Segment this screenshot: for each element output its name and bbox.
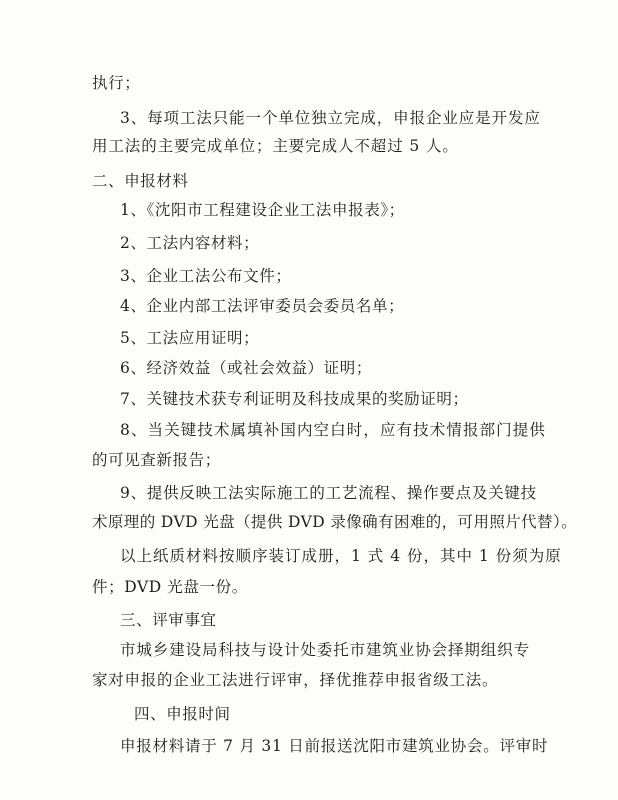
section-heading: 三、评审事宜: [120, 611, 217, 629]
list-item: 6、经济效益（或社会效益）证明；: [120, 359, 372, 377]
list-item: 4、企业内部工法评审委员会委员名单；: [120, 297, 405, 315]
text-line: 以上纸质材料按顺序装订成册，1 式 4 份，其中 1 份须为原: [120, 547, 562, 565]
section-heading: 二、申报材料: [92, 172, 189, 190]
text-line: 市城乡建设局科技与设计处委托市建筑业协会择期组织专: [120, 641, 531, 659]
list-item: 5、工法应用证明；: [120, 329, 260, 347]
section-heading: 四、申报时间: [134, 705, 231, 723]
list-item: 9、提供反映工法实际施工的工艺流程、操作要点及关键技: [120, 484, 537, 502]
text-line: 执行；: [92, 74, 141, 92]
text-line: 件；DVD 光盘一份。: [92, 578, 248, 596]
list-item: 1、《沈阳市工程建设企业工法申报表》；: [120, 201, 405, 219]
list-item: 7、关键技术获专利证明及科技成果的奖励证明；: [120, 390, 469, 408]
list-item: 8、当关键技术属填补国内空白时，应有技术情报部门提供: [120, 421, 546, 439]
text-line: 用工法的主要完成单位；主要完成人不超过 5 人。: [92, 137, 459, 155]
text-line: 的可见查新报告；: [92, 451, 221, 469]
list-item: 2、工法内容材料；: [120, 234, 260, 252]
text-line: 术原理的 DVD 光盘（提供 DVD 录像确有困难的，可用照片代替）。: [92, 513, 578, 531]
text-line: 申报材料请于 7 月 31 日前报送沈阳市建筑业协会。评审时: [120, 737, 549, 755]
text-line: 家对申报的企业工法进行评审，择优推荐申报省级工法。: [92, 671, 499, 689]
list-item: 3、企业工法公布文件；: [120, 267, 292, 285]
text-line: 3、每项工法只能一个单位独立完成，申报企业应是开发应: [120, 109, 541, 127]
